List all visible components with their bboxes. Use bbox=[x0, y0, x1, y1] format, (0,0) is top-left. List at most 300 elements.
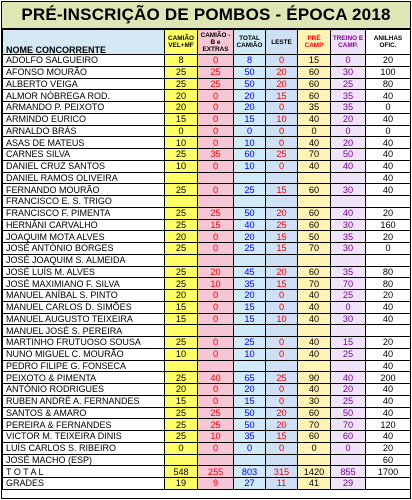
cell-leste: 15 bbox=[266, 278, 298, 290]
table-row bbox=[3, 160, 411, 172]
cell-anilhas-ofic: 0 bbox=[366, 125, 411, 137]
cell-leste: 0 bbox=[266, 137, 298, 149]
cell-treino-camp: 40 bbox=[331, 160, 366, 172]
cell-camiao-vel-mf: 25 bbox=[165, 184, 198, 196]
competitor-name: ARNALDO BRÁS bbox=[3, 125, 165, 137]
spreadsheet bbox=[1, 1, 411, 499]
cell-camiao-b-extras: 25 bbox=[198, 66, 234, 78]
cell-total-camiao bbox=[234, 172, 266, 184]
cell-camiao-vel-mf: 15 bbox=[165, 313, 198, 325]
cell-camiao-b-extras: 0 bbox=[198, 442, 234, 454]
competitor-name: ALBERTO VEIGA bbox=[3, 78, 165, 90]
cell-camiao-vel-mf: 548 bbox=[165, 466, 198, 478]
table-row bbox=[3, 78, 411, 90]
cell-anilhas-ofic: 40 bbox=[366, 360, 411, 372]
cell-pre-camp bbox=[298, 325, 331, 337]
cell-pre-camp: 40 bbox=[298, 160, 331, 172]
cell-treino-camp: 35 bbox=[331, 102, 366, 114]
cell-treino-camp bbox=[331, 360, 366, 372]
cell-pre-camp: 90 bbox=[298, 372, 331, 384]
cell-anilhas-ofic: 20 bbox=[366, 337, 411, 349]
competitor-name: MANUEL CARLOS D. SIMÕES bbox=[3, 301, 165, 313]
table-row bbox=[3, 66, 411, 78]
header-treino-camp: TREINO E CAMP. bbox=[331, 30, 366, 55]
sheet-title: PRÉ-INSCRIÇÃO DE POMBOS - ÉPOCA 2018 bbox=[2, 2, 410, 29]
cell-leste: 20 bbox=[266, 66, 298, 78]
cell-treino-camp: 25 bbox=[331, 395, 366, 407]
cell-camiao-vel-mf bbox=[165, 196, 198, 208]
cell-camiao-b-extras bbox=[198, 254, 234, 266]
cell-leste: 20 bbox=[266, 207, 298, 219]
cell-leste: 0 bbox=[266, 384, 298, 396]
table-row bbox=[3, 254, 411, 266]
cell-leste: 25 bbox=[266, 219, 298, 231]
cell-camiao-vel-mf: 25 bbox=[165, 207, 198, 219]
cell-total-camiao: 15 bbox=[234, 301, 266, 313]
cell-pre-camp: 40 bbox=[298, 137, 331, 149]
cell-anilhas-ofic: 40 bbox=[366, 184, 411, 196]
cell-anilhas-ofic: 0 bbox=[366, 102, 411, 114]
header-row bbox=[3, 30, 411, 55]
cell-pre-camp: 70 bbox=[298, 243, 331, 255]
cell-total-camiao: 25 bbox=[234, 243, 266, 255]
competitor-name: DANIEL RAMOS OLIVEIRA bbox=[3, 172, 165, 184]
cell-treino-camp: 35 bbox=[331, 231, 366, 243]
competitor-name: MANUEL AUGUSTO TEIXEIRA bbox=[3, 313, 165, 325]
cell-anilhas-ofic: 40 bbox=[366, 431, 411, 443]
cell-leste: 20 bbox=[266, 78, 298, 90]
cell-camiao-vel-mf bbox=[165, 172, 198, 184]
cell-treino-camp: 50 bbox=[331, 149, 366, 161]
competitor-name: JOSÉ MAXIMIANO F. SILVA bbox=[3, 278, 165, 290]
cell-treino-camp bbox=[331, 325, 366, 337]
cell-total-camiao: 0 bbox=[234, 125, 266, 137]
table-row bbox=[3, 337, 411, 349]
cell-total-camiao: 35 bbox=[234, 278, 266, 290]
cell-pre-camp: 0 bbox=[298, 442, 331, 454]
cell-camiao-b-extras: 255 bbox=[198, 466, 234, 478]
cell-leste: 25 bbox=[266, 149, 298, 161]
table-row bbox=[3, 184, 411, 196]
cell-pre-camp: 60 bbox=[298, 184, 331, 196]
competitor-name: JOSÉ LUÍS M. ALVES bbox=[3, 266, 165, 278]
cell-treino-camp: 40 bbox=[331, 207, 366, 219]
cell-pre-camp: 15 bbox=[298, 55, 331, 67]
cell-pre-camp: 40 bbox=[298, 290, 331, 302]
table-row bbox=[3, 207, 411, 219]
cell-camiao-b-extras: 0 bbox=[198, 243, 234, 255]
table-row bbox=[3, 113, 411, 125]
cell-treino-camp: 30 bbox=[331, 66, 366, 78]
cell-treino-camp: 30 bbox=[331, 313, 366, 325]
cell-treino-camp: 0 bbox=[331, 442, 366, 454]
competitor-name: RUBEN ANDRÉ A. FERNANDES bbox=[3, 395, 165, 407]
competitor-name: SANTOS & AMARO bbox=[3, 407, 165, 419]
cell-camiao-b-extras: 25 bbox=[198, 78, 234, 90]
cell-leste: 10 bbox=[266, 113, 298, 125]
cell-total-camiao: 20 bbox=[234, 290, 266, 302]
cell-camiao-vel-mf: 25 bbox=[165, 78, 198, 90]
cell-camiao-vel-mf: 8 bbox=[165, 55, 198, 67]
cell-total-camiao: 15 bbox=[234, 113, 266, 125]
cell-anilhas-ofic bbox=[366, 478, 411, 490]
cell-total-camiao: 50 bbox=[234, 407, 266, 419]
cell-treino-camp: 20 bbox=[331, 113, 366, 125]
table-row bbox=[3, 172, 411, 184]
grades-label: GRADES bbox=[3, 478, 165, 490]
competitor-name: JOSÉ MACHO (ESP) bbox=[3, 454, 165, 466]
cell-total-camiao: 50 bbox=[234, 207, 266, 219]
cell-leste bbox=[266, 325, 298, 337]
cell-leste bbox=[266, 172, 298, 184]
table-row bbox=[3, 266, 411, 278]
table-row bbox=[3, 125, 411, 137]
cell-pre-camp: 40 bbox=[298, 348, 331, 360]
cell-anilhas-ofic: 40 bbox=[366, 313, 411, 325]
cell-camiao-b-extras: 0 bbox=[198, 348, 234, 360]
cell-pre-camp: 60 bbox=[298, 66, 331, 78]
cell-total-camiao bbox=[234, 360, 266, 372]
cell-treino-camp: 35 bbox=[331, 266, 366, 278]
cell-leste: 11 bbox=[266, 478, 298, 490]
cell-total-camiao: 65 bbox=[234, 372, 266, 384]
cell-camiao-vel-mf bbox=[165, 325, 198, 337]
cell-anilhas-ofic: 20 bbox=[366, 442, 411, 454]
competitor-name: AFONSO MOURÃO bbox=[3, 66, 165, 78]
cell-pre-camp: 0 bbox=[298, 125, 331, 137]
cell-pre-camp: 1420 bbox=[298, 466, 331, 478]
cell-treino-camp: 29 bbox=[331, 478, 366, 490]
cell-camiao-vel-mf: 25 bbox=[165, 337, 198, 349]
cell-camiao-vel-mf: 25 bbox=[165, 407, 198, 419]
competitor-name: ARMANDO P. PEIXOTO bbox=[3, 102, 165, 114]
cell-camiao-b-extras: 0 bbox=[198, 90, 234, 102]
cell-anilhas-ofic: 40 bbox=[366, 395, 411, 407]
competitor-name: ASAS DE MATEUS bbox=[3, 137, 165, 149]
cell-treino-camp: 60 bbox=[331, 431, 366, 443]
competitor-name: LUÍS CARLOS S. RIBEIRO bbox=[3, 442, 165, 454]
cell-treino-camp bbox=[331, 454, 366, 466]
cell-treino-camp: 25 bbox=[331, 348, 366, 360]
cell-camiao-vel-mf: 25 bbox=[165, 372, 198, 384]
header-pre-camp: PRÉ CAMP bbox=[298, 30, 331, 55]
cell-camiao-vel-mf: 0 bbox=[165, 125, 198, 137]
cell-leste: 15 bbox=[266, 184, 298, 196]
cell-anilhas-ofic: 20 bbox=[366, 55, 411, 67]
cell-total-camiao: 50 bbox=[234, 419, 266, 431]
cell-pre-camp: 40 bbox=[298, 301, 331, 313]
cell-camiao-vel-mf: 20 bbox=[165, 90, 198, 102]
cell-leste: 0 bbox=[266, 290, 298, 302]
cell-camiao-b-extras: 0 bbox=[198, 337, 234, 349]
cell-pre-camp: 40 bbox=[298, 113, 331, 125]
cell-camiao-vel-mf: 10 bbox=[165, 348, 198, 360]
cell-pre-camp: 60 bbox=[298, 90, 331, 102]
cell-leste: 0 bbox=[266, 337, 298, 349]
cell-total-camiao: 40 bbox=[234, 219, 266, 231]
cell-anilhas-ofic: 200 bbox=[366, 372, 411, 384]
cell-treino-camp: 20 bbox=[331, 137, 366, 149]
cell-total-camiao: 50 bbox=[234, 78, 266, 90]
cell-leste: 10 bbox=[266, 313, 298, 325]
totals-label: T O T A L bbox=[3, 466, 165, 478]
cell-treino-camp: 15 bbox=[331, 337, 366, 349]
competitor-name: PEREIRA & FERNANDES bbox=[3, 419, 165, 431]
cell-anilhas-ofic: 40 bbox=[366, 113, 411, 125]
header-anilhas-ofic: ANILHAS OFIC. bbox=[366, 30, 411, 55]
competitor-name: MARTINHO FRUTUOSO SOUSA bbox=[3, 337, 165, 349]
cell-anilhas-ofic: 40 bbox=[366, 90, 411, 102]
cell-treino-camp: 0 bbox=[331, 125, 366, 137]
competitor-name: FRANCISCO F. PIMENTA bbox=[3, 207, 165, 219]
cell-total-camiao: 15 bbox=[234, 313, 266, 325]
cell-camiao-vel-mf: 20 bbox=[165, 231, 198, 243]
cell-camiao-b-extras: 0 bbox=[198, 55, 234, 67]
competitor-name: HERNÂNI CARVALHO bbox=[3, 219, 165, 231]
cell-leste bbox=[266, 454, 298, 466]
competitor-name: JOSÉ JOAQUIM S. ALMEIDA bbox=[3, 254, 165, 266]
cell-camiao-b-extras: 0 bbox=[198, 313, 234, 325]
cell-anilhas-ofic: 40 bbox=[366, 137, 411, 149]
cell-pre-camp: 60 bbox=[298, 219, 331, 231]
cell-pre-camp: 70 bbox=[298, 419, 331, 431]
cell-pre-camp: 50 bbox=[298, 231, 331, 243]
cell-leste: 15 bbox=[266, 231, 298, 243]
cell-camiao-b-extras: 0 bbox=[198, 102, 234, 114]
cell-camiao-b-extras: 0 bbox=[198, 184, 234, 196]
competitor-name: JOAQUIM MOTA ALVES bbox=[3, 231, 165, 243]
cell-total-camiao: 60 bbox=[234, 149, 266, 161]
cell-camiao-vel-mf: 25 bbox=[165, 243, 198, 255]
cell-pre-camp: 60 bbox=[298, 207, 331, 219]
cell-pre-camp: 60 bbox=[298, 431, 331, 443]
cell-camiao-b-extras: 15 bbox=[198, 219, 234, 231]
cell-camiao-b-extras: 0 bbox=[198, 125, 234, 137]
cell-leste: 315 bbox=[266, 466, 298, 478]
cell-total-camiao bbox=[234, 254, 266, 266]
cell-anilhas-ofic: 20 bbox=[366, 231, 411, 243]
cell-leste: 25 bbox=[266, 372, 298, 384]
table-row bbox=[3, 219, 411, 231]
table-row bbox=[3, 454, 411, 466]
cell-camiao-vel-mf: 25 bbox=[165, 419, 198, 431]
cell-pre-camp: 35 bbox=[298, 102, 331, 114]
cell-leste: 20 bbox=[266, 407, 298, 419]
cell-anilhas-ofic: 0 bbox=[366, 243, 411, 255]
cell-anilhas-ofic bbox=[366, 196, 411, 208]
cell-treino-camp: 30 bbox=[331, 184, 366, 196]
competitor-name: MANUEL ANÍBAL S. PINTO bbox=[3, 290, 165, 302]
cell-anilhas-ofic: 40 bbox=[366, 384, 411, 396]
cell-pre-camp: 40 bbox=[298, 313, 331, 325]
cell-leste: 0 bbox=[266, 55, 298, 67]
competitor-name: PEDRO FILIPE G. FONSECA bbox=[3, 360, 165, 372]
cell-treino-camp: 30 bbox=[331, 219, 366, 231]
cell-treino-camp: 0 bbox=[331, 301, 366, 313]
cell-total-camiao: 25 bbox=[234, 184, 266, 196]
table-row bbox=[3, 243, 411, 255]
cell-treino-camp bbox=[331, 254, 366, 266]
cell-total-camiao: 20 bbox=[234, 384, 266, 396]
cell-leste bbox=[266, 196, 298, 208]
cell-total-camiao bbox=[234, 325, 266, 337]
cell-treino-camp bbox=[331, 196, 366, 208]
cell-camiao-vel-mf: 25 bbox=[165, 266, 198, 278]
cell-anilhas-ofic: 160 bbox=[366, 219, 411, 231]
cell-total-camiao: 20 bbox=[234, 102, 266, 114]
cell-camiao-vel-mf: 20 bbox=[165, 384, 198, 396]
cell-camiao-vel-mf: 10 bbox=[165, 160, 198, 172]
header-camiao-vel-mf: CAMIÃO VEL+MF bbox=[165, 30, 198, 55]
cell-total-camiao: 50 bbox=[234, 66, 266, 78]
cell-treino-camp: 30 bbox=[331, 243, 366, 255]
cell-camiao-vel-mf: 10 bbox=[165, 137, 198, 149]
cell-camiao-vel-mf: 25 bbox=[165, 431, 198, 443]
header-camiao-b-extras: CAMIÃO - B e EXTRAS bbox=[198, 30, 234, 55]
cell-pre-camp bbox=[298, 172, 331, 184]
cell-anilhas-ofic: 80 bbox=[366, 266, 411, 278]
cell-camiao-vel-mf: 19 bbox=[165, 478, 198, 490]
cell-pre-camp bbox=[298, 454, 331, 466]
cell-leste bbox=[266, 360, 298, 372]
cell-total-camiao bbox=[234, 196, 266, 208]
cell-camiao-b-extras bbox=[198, 454, 234, 466]
cell-anilhas-ofic: 80 bbox=[366, 278, 411, 290]
cell-anilhas-ofic bbox=[366, 254, 411, 266]
competitor-name: VICTOR M. TEIXEIRA DINIS bbox=[3, 431, 165, 443]
cell-leste: 20 bbox=[266, 266, 298, 278]
cell-total-camiao: 10 bbox=[234, 348, 266, 360]
cell-camiao-b-extras: 0 bbox=[198, 301, 234, 313]
cell-camiao-vel-mf: 15 bbox=[165, 113, 198, 125]
cell-leste: 20 bbox=[266, 419, 298, 431]
competitor-name: MANUEL JOSÉ S. PEREIRA bbox=[3, 325, 165, 337]
pigeon-registration-table bbox=[2, 29, 411, 490]
table-row bbox=[3, 431, 411, 443]
table-row bbox=[3, 395, 411, 407]
cell-camiao-b-extras: 10 bbox=[198, 431, 234, 443]
cell-leste: 0 bbox=[266, 301, 298, 313]
cell-total-camiao: 8 bbox=[234, 55, 266, 67]
cell-camiao-vel-mf: 15 bbox=[165, 301, 198, 313]
cell-total-camiao: 35 bbox=[234, 431, 266, 443]
table-row bbox=[3, 384, 411, 396]
competitor-name: PEIXOTO & PIMENTA bbox=[3, 372, 165, 384]
cell-total-camiao: 25 bbox=[234, 337, 266, 349]
cell-camiao-b-extras: 25 bbox=[198, 407, 234, 419]
table-row bbox=[3, 137, 411, 149]
table-row bbox=[3, 313, 411, 325]
cell-leste: 0 bbox=[266, 160, 298, 172]
cell-camiao-b-extras: 9 bbox=[198, 478, 234, 490]
cell-pre-camp bbox=[298, 196, 331, 208]
cell-anilhas-ofic: 20 bbox=[366, 290, 411, 302]
header-name: NOME CONCORRENTE bbox=[3, 30, 165, 55]
cell-camiao-b-extras: 0 bbox=[198, 395, 234, 407]
table-row bbox=[3, 407, 411, 419]
table-row bbox=[3, 278, 411, 290]
totals-row bbox=[3, 466, 411, 478]
cell-anilhas-ofic bbox=[366, 325, 411, 337]
cell-anilhas-ofic: 40 bbox=[366, 407, 411, 419]
cell-pre-camp: 70 bbox=[298, 278, 331, 290]
cell-camiao-vel-mf bbox=[165, 254, 198, 266]
cell-camiao-b-extras: 0 bbox=[198, 231, 234, 243]
cell-total-camiao bbox=[234, 454, 266, 466]
table-row bbox=[3, 348, 411, 360]
cell-anilhas-ofic: 100 bbox=[366, 66, 411, 78]
cell-leste: 15 bbox=[266, 431, 298, 443]
cell-treino-camp: 40 bbox=[331, 372, 366, 384]
cell-leste: 0 bbox=[266, 442, 298, 454]
cell-pre-camp: 40 bbox=[298, 337, 331, 349]
cell-treino-camp: 35 bbox=[331, 90, 366, 102]
table-row bbox=[3, 325, 411, 337]
cell-total-camiao: 15 bbox=[234, 395, 266, 407]
table-row bbox=[3, 290, 411, 302]
cell-pre-camp: 40 bbox=[298, 384, 331, 396]
cell-camiao-b-extras: 0 bbox=[198, 113, 234, 125]
competitor-name: JOSÉ ANTÓNIO BORGES bbox=[3, 243, 165, 255]
cell-camiao-vel-mf: 25 bbox=[165, 149, 198, 161]
cell-camiao-b-extras bbox=[198, 196, 234, 208]
table-row bbox=[3, 102, 411, 114]
table-row bbox=[3, 301, 411, 313]
cell-pre-camp: 60 bbox=[298, 266, 331, 278]
cell-camiao-vel-mf: 25 bbox=[165, 66, 198, 78]
cell-anilhas-ofic: 1700 bbox=[366, 466, 411, 478]
cell-total-camiao: 20 bbox=[234, 90, 266, 102]
cell-camiao-vel-mf: 0 bbox=[165, 442, 198, 454]
cell-treino-camp: 70 bbox=[331, 278, 366, 290]
cell-camiao-b-extras: 0 bbox=[198, 384, 234, 396]
cell-leste: 15 bbox=[266, 243, 298, 255]
cell-leste: 0 bbox=[266, 102, 298, 114]
competitor-name: ALMOR NÓBREGA ROD. bbox=[3, 90, 165, 102]
cell-camiao-vel-mf: 25 bbox=[165, 219, 198, 231]
cell-total-camiao: 0 bbox=[234, 442, 266, 454]
competitor-name: FRANCISCO E. S. TRIGO bbox=[3, 196, 165, 208]
cell-camiao-b-extras bbox=[198, 172, 234, 184]
cell-camiao-b-extras: 20 bbox=[198, 266, 234, 278]
cell-pre-camp: 60 bbox=[298, 78, 331, 90]
cell-camiao-b-extras: 10 bbox=[198, 278, 234, 290]
cell-treino-camp: 0 bbox=[331, 55, 366, 67]
cell-treino-camp: 25 bbox=[331, 290, 366, 302]
cell-camiao-b-extras bbox=[198, 360, 234, 372]
cell-total-camiao: 10 bbox=[234, 160, 266, 172]
cell-total-camiao: 803 bbox=[234, 466, 266, 478]
cell-camiao-b-extras: 0 bbox=[198, 137, 234, 149]
cell-total-camiao: 45 bbox=[234, 266, 266, 278]
cell-pre-camp: 41 bbox=[298, 478, 331, 490]
cell-camiao-b-extras: 25 bbox=[198, 419, 234, 431]
cell-camiao-b-extras: 25 bbox=[198, 207, 234, 219]
competitor-name: NUNO MIGUEL C. MOURÃO bbox=[3, 348, 165, 360]
competitor-name: ADOLFO SALGUEIRO bbox=[3, 55, 165, 67]
table-row bbox=[3, 196, 411, 208]
cell-leste: 15 bbox=[266, 90, 298, 102]
cell-treino-camp bbox=[331, 172, 366, 184]
table-row bbox=[3, 55, 411, 67]
header-leste: LESTE bbox=[266, 30, 298, 55]
cell-camiao-b-extras: 40 bbox=[198, 372, 234, 384]
cell-anilhas-ofic: 60 bbox=[366, 454, 411, 466]
cell-anilhas-ofic: 40 bbox=[366, 348, 411, 360]
cell-camiao-vel-mf: 20 bbox=[165, 102, 198, 114]
table-row bbox=[3, 442, 411, 454]
table-row bbox=[3, 419, 411, 431]
